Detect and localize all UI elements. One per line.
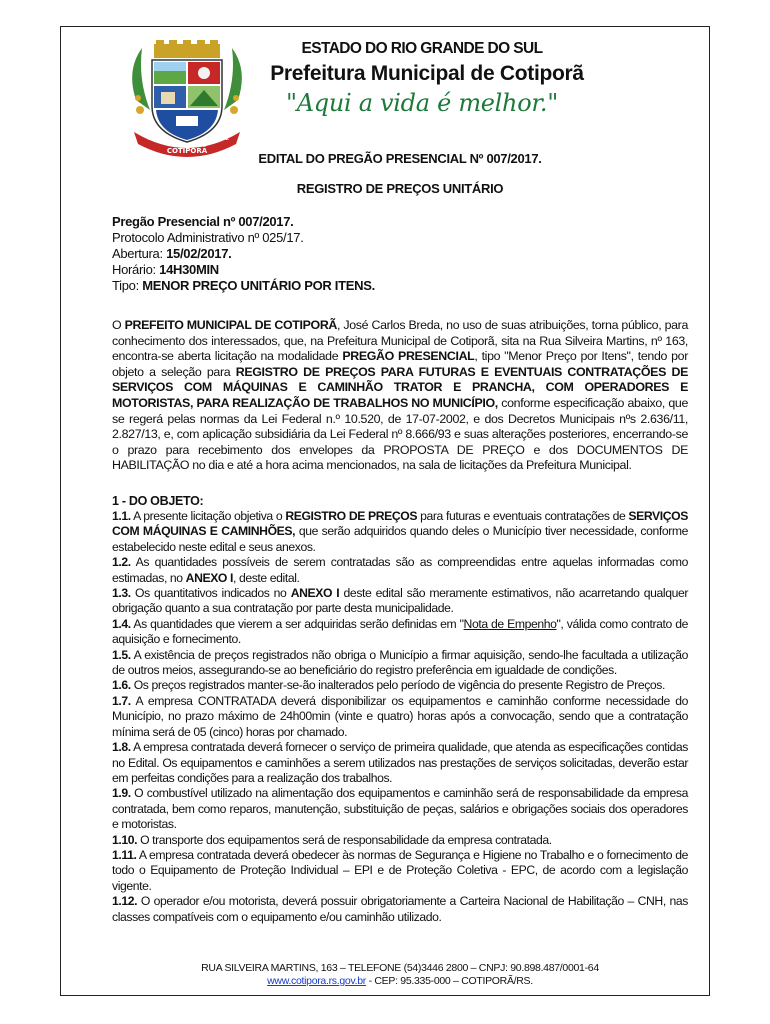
horario-label: Horário: (112, 262, 160, 277)
item-1-12: 1.12. O operador e/ou motorista, deverá possuir obrigatoriamente a Carteira Nacional de Habilitação – CNH, nas classes compatíveis com o equipamento e/ou caminhão utilizado. (112, 894, 688, 924)
footer-address: RUA SILVEIRA MARTINS, 163 – TELEFONE (54)3446 2800 – CNPJ: 90.898.487/0001-64 (201, 962, 599, 974)
item-1-4: 1.4. As quantidades que vierem a ser adquiridas serão definidas em "Nota de Empenho", válida como contrato de aquisição e fornecimento. (112, 616, 688, 647)
item-1-1: 1.1. A presente licitação objetiva o REGISTRO DE PREÇOS para futuras e eventuais contratações de SERVIÇOS COM MÁQUINAS E CAMINHÕES, que serão adquiridos quando deles o Município tiver necessidade, conforme estabelecido neste edital e seus anexos. (112, 509, 688, 554)
pregao-line (112, 214, 672, 230)
tipo-label: Tipo: (112, 278, 143, 293)
page-footer (110, 962, 690, 988)
item-1-9: 1.9. O combustível utilizado na alimentação dos equipamentos e caminhão será de responsabilidade da empresa contratada, bem como reparos, manutenção, substituição de peças, salários e obrigações sociais dos operadores e motoristas. (112, 786, 688, 832)
abertura-label: Abertura: (112, 246, 167, 261)
item-1-10: 1.10. O transporte dos equipamentos será de responsabilidade da empresa contratada. (112, 832, 552, 847)
item-1-11: 1.11. A empresa contratada deverá obedecer às normas de Segurança e Higiene no Trabalho e o fornecimento de todo o Equipamento de Proteção Individual – EPI e de Proteção Coletiva - EPC, de acordo com a legislação vigente. (112, 847, 688, 893)
objeto-items (112, 509, 688, 925)
abertura-line (112, 246, 672, 262)
item-1-8: 1.8. A empresa contratada deverá fornecer o serviço de primeira qualidade, que atenda as especificações contidas no Edital. Os equipamentos e caminhões a serem utilizados nas prestações de serviços solicitadas, deverão estar em perfeitas condições para a realização dos trabalhos. (112, 740, 688, 785)
state-heading: ESTADO DO RIO GRANDE DO SUL (301, 40, 543, 57)
intro-paragraph: O PREFEITO MUNICIPAL DE COTIPORÃ, José Carlos Breda, no uso de suas atribuições, torna público, para conhecimento dos interessados, que, na Prefeitura Municipal de Cotiporã, sita na Rua Silveira Martins, nº 163, encontra-se aberta licitação na modalidade PREGÃO PRESENCIAL, tipo "Menor Preço por Itens", tendo por objeto a seleção para REGISTRO DE PREÇOS PARA FUTURAS E EVENTUAIS CONTRATAÇÕES DE SERVIÇOS COM MÁQUINAS E CAMINHÃO TRATOR E PRANCHA, COM OPERADORES E MOTORISTAS, PARA REALIZAÇÃO DE TRABALHOS NO MUNICÍPIO, conforme especificação abaixo, que se regerá pelas normas da Lei Federal n.º 10.520, de 17-07-2002, e dos Decretos Municipais nºs 2.636/11, 2.827/13, e, com aplicação subsidiária da Lei Federal nº 8.666/93 e suas alterações posteriores, encerrando-se o prazo para recebimento dos envelopes da PROPOSTA DE PREÇO e dos DOCUMENTOS DE HABILITAÇÃO no dia e até a hora acima mencionados, na sala de licitações da Prefeitura Municipal. (112, 318, 689, 473)
item-1-5: 1.5. A existência de preços registrados não obriga o Município a firmar aquisição, sendo-lhe facultada a utilização de outros meios, assegurando-se ao beneficiário do registro preferência em igualdade de condições. (112, 647, 688, 678)
prefeitura-heading: Prefeitura Municipal de Cotiporã (270, 62, 584, 85)
horario-time: 14H30MIN (159, 262, 219, 277)
municipal-crest-logo (128, 40, 246, 158)
section-heading-objeto: 1 - DO OBJETO: (112, 494, 204, 508)
website-link[interactable]: www.cotipora.rs.gov.br (267, 975, 366, 987)
edital-title: EDITAL DO PREGÃO PRESENCIAL Nº 007/2017. (258, 151, 542, 166)
tipo-value: MENOR PREÇO UNITÁRIO POR ITENS. (142, 278, 375, 293)
protocolo-line: Protocolo Administrativo nº 025/17. (112, 230, 304, 245)
crest-banner-text: COTIPORÃ (166, 147, 208, 155)
footer-cep: - CEP: 95.335-000 – COTIPORÃ/RS. (365, 975, 533, 987)
motto-text: "Aqui a vida é melhor." (286, 89, 558, 117)
registro-title: REGISTRO DE PREÇOS UNITÁRIO (296, 181, 504, 196)
footer-line2 (110, 975, 690, 988)
horario-line (112, 262, 672, 278)
item-1-6: 1.6. Os preços registrados manter-se-ão inalterados pelo período de vigência do presente Registro de Preços. (112, 678, 665, 693)
crest-year-right: 1982 (214, 135, 230, 142)
nota-de-empenho: Nota de Empenho (463, 616, 557, 631)
pregao-number: Pregão Presencial nº 007/2017. (112, 214, 294, 229)
item-1-3: 1.3. Os quantitativos indicados no ANEXO I deste edital são meramente estimativos, não acarretando qualquer obrigação quanto a sua contratação por parte desta municipalidade. (112, 586, 688, 616)
tipo-line (112, 278, 672, 294)
info-block (112, 214, 672, 294)
item-1-7: 1.7. A empresa CONTRATADA deverá disponibilizar os equipamentos e caminhão conforme necessidade do Município, no prazo máximo de 24h00min (vinte e quatro) horas após a convocação, sendo que a contratação mínima será de 05 (cinco) horas por chamado. (112, 693, 688, 739)
abertura-date: 15/02/2017. (166, 246, 232, 261)
item-1-2: 1.2. As quantidades possíveis de serem contratadas são as compreendidas entre aquelas informadas como estimadas, no ANEXO I, deste edital. (112, 555, 688, 585)
crest-year-left: 17-05 (148, 135, 166, 142)
